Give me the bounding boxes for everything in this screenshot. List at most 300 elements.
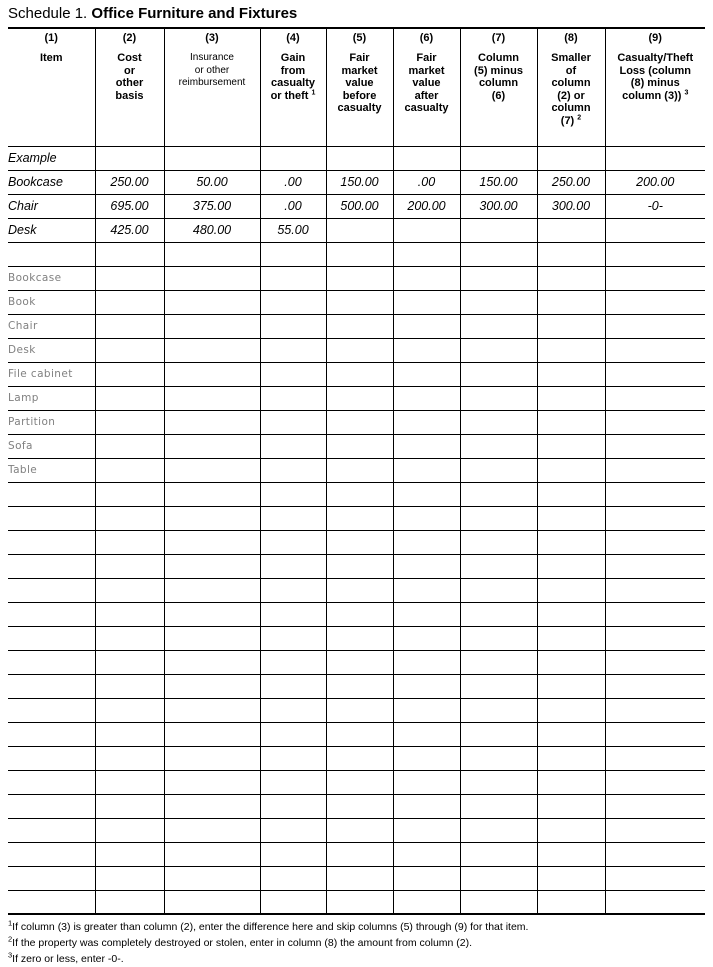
item-cell-4[interactable] <box>260 386 326 410</box>
footnote-2 <box>8 935 705 951</box>
blank-row <box>8 602 705 626</box>
blank-cell-6[interactable] <box>393 530 460 554</box>
column-title-8: Smaller of column (2) or column (7) $^2$ <box>551 52 591 127</box>
example-header-cell-6[interactable] <box>393 146 460 170</box>
blank-cell-7[interactable] <box>460 482 537 506</box>
blank-cell-2[interactable] <box>95 242 164 266</box>
blank-cell-6[interactable] <box>393 794 460 818</box>
blank-cell-2[interactable] <box>95 506 164 530</box>
blank-cell-1[interactable] <box>8 722 95 746</box>
blank-cell-3[interactable] <box>164 242 260 266</box>
footnote-3-marker: 3 <box>8 950 13 960</box>
blank-cell-2[interactable] <box>95 770 164 794</box>
blank-cell-1[interactable] <box>8 626 95 650</box>
item-cell-9[interactable] <box>605 362 705 386</box>
blank-cell-6[interactable] <box>393 746 460 770</box>
item-cell-5[interactable] <box>326 290 393 314</box>
example-item-name: Bookcase <box>8 170 95 194</box>
item-name-sofa: Sofa <box>8 434 95 458</box>
item-cell-8[interactable] <box>537 290 605 314</box>
blank-cell-2[interactable] <box>95 602 164 626</box>
item-cell-2[interactable] <box>95 458 164 482</box>
item-cell-4[interactable] <box>260 266 326 290</box>
blank-cell-5[interactable] <box>326 674 393 698</box>
blank-cell-9[interactable] <box>605 890 705 914</box>
blank-cell-9[interactable] <box>605 818 705 842</box>
blank-cell-5[interactable] <box>326 602 393 626</box>
blank-cell-4[interactable] <box>260 866 326 890</box>
example-header-cell-5[interactable] <box>326 146 393 170</box>
item-row <box>8 434 705 458</box>
blank-cell-3[interactable] <box>164 770 260 794</box>
item-cell-7[interactable] <box>460 386 537 410</box>
blank-cell-3[interactable] <box>164 866 260 890</box>
blank-cell-1[interactable] <box>8 866 95 890</box>
item-cell-3[interactable] <box>164 458 260 482</box>
blank-cell-4[interactable] <box>260 698 326 722</box>
blank-cell-4[interactable] <box>260 530 326 554</box>
item-cell-8[interactable] <box>537 314 605 338</box>
blank-cell-9[interactable] <box>605 722 705 746</box>
blank-row <box>8 818 705 842</box>
item-name-partition: Partition <box>8 410 95 434</box>
blank-cell-6[interactable] <box>393 626 460 650</box>
item-cell-5[interactable] <box>326 266 393 290</box>
example-row <box>8 170 705 194</box>
blank-cell-9[interactable] <box>605 506 705 530</box>
blank-cell-7[interactable] <box>460 794 537 818</box>
item-cell-7[interactable] <box>460 266 537 290</box>
blank-cell-7[interactable] <box>460 722 537 746</box>
blank-cell-8[interactable] <box>537 242 605 266</box>
blank-cell-1[interactable] <box>8 842 95 866</box>
item-cell-7[interactable] <box>460 338 537 362</box>
example-header-cell-8[interactable] <box>537 146 605 170</box>
blank-cell-2[interactable] <box>95 890 164 914</box>
blank-cell-5[interactable] <box>326 770 393 794</box>
page-title-name: Office Furniture and Fixtures <box>91 5 298 22</box>
item-cell-2[interactable] <box>95 410 164 434</box>
blank-cell-4[interactable] <box>260 890 326 914</box>
blank-cell-5[interactable] <box>326 578 393 602</box>
blank-cell-6[interactable] <box>393 482 460 506</box>
blank-cell-9[interactable] <box>605 746 705 770</box>
item-cell-7[interactable] <box>460 314 537 338</box>
blank-cell-5[interactable] <box>326 842 393 866</box>
blank-cell-9[interactable] <box>605 626 705 650</box>
blank-cell-6[interactable] <box>393 554 460 578</box>
blank-cell-7[interactable] <box>460 746 537 770</box>
blank-cell-8[interactable] <box>537 770 605 794</box>
blank-cell-9[interactable] <box>605 242 705 266</box>
example-row <box>8 194 705 218</box>
blank-cell-9[interactable] <box>605 530 705 554</box>
blank-cell-1[interactable] <box>8 578 95 602</box>
blank-cell-9[interactable] <box>605 794 705 818</box>
column-title-4: Gain from casualty or theft $^1$ <box>270 52 316 102</box>
item-cell-3[interactable] <box>164 434 260 458</box>
blank-cell-2[interactable] <box>95 674 164 698</box>
blank-cell-1[interactable] <box>8 242 95 266</box>
item-cell-8[interactable] <box>537 338 605 362</box>
column-header-8 <box>537 28 605 146</box>
blank-cell-8[interactable] <box>537 866 605 890</box>
item-cell-9[interactable] <box>605 410 705 434</box>
example-value-col-6: 200.00 <box>393 194 460 218</box>
blank-cell-9[interactable] <box>605 650 705 674</box>
blank-cell-2[interactable] <box>95 578 164 602</box>
example-value-col-6: .00 <box>393 170 460 194</box>
item-cell-2[interactable] <box>95 266 164 290</box>
item-cell-4[interactable] <box>260 290 326 314</box>
item-cell-9[interactable] <box>605 434 705 458</box>
item-cell-6[interactable] <box>393 314 460 338</box>
blank-cell-5[interactable] <box>326 818 393 842</box>
blank-cell-6[interactable] <box>393 602 460 626</box>
blank-cell-1[interactable] <box>8 674 95 698</box>
blank-cell-6[interactable] <box>393 770 460 794</box>
blank-cell-3[interactable] <box>164 746 260 770</box>
item-cell-7[interactable] <box>460 290 537 314</box>
item-cell-8[interactable] <box>537 266 605 290</box>
blank-cell-8[interactable] <box>537 698 605 722</box>
item-cell-6[interactable] <box>393 362 460 386</box>
blank-cell-5[interactable] <box>326 554 393 578</box>
blank-cell-7[interactable] <box>460 530 537 554</box>
item-cell-8[interactable] <box>537 362 605 386</box>
blank-cell-7[interactable] <box>460 650 537 674</box>
blank-cell-9[interactable] <box>605 578 705 602</box>
blank-cell-3[interactable] <box>164 698 260 722</box>
item-cell-5[interactable] <box>326 386 393 410</box>
blank-cell-5[interactable] <box>326 650 393 674</box>
blank-cell-5[interactable] <box>326 866 393 890</box>
blank-cell-8[interactable] <box>537 674 605 698</box>
blank-cell-1[interactable] <box>8 482 95 506</box>
blank-cell-7[interactable] <box>460 578 537 602</box>
item-cell-9[interactable] <box>605 338 705 362</box>
item-cell-4[interactable] <box>260 338 326 362</box>
blank-cell-8[interactable] <box>537 578 605 602</box>
blank-cell-8[interactable] <box>537 530 605 554</box>
item-cell-3[interactable] <box>164 362 260 386</box>
blank-cell-2[interactable] <box>95 698 164 722</box>
blank-cell-3[interactable] <box>164 554 260 578</box>
blank-cell-6[interactable] <box>393 866 460 890</box>
footnotes-block <box>8 915 705 967</box>
blank-cell-8[interactable] <box>537 554 605 578</box>
blank-cell-8[interactable] <box>537 746 605 770</box>
item-cell-6[interactable] <box>393 410 460 434</box>
blank-cell-4[interactable] <box>260 746 326 770</box>
blank-cell-9[interactable] <box>605 866 705 890</box>
schedule-table <box>8 27 705 915</box>
blank-cell-4[interactable] <box>260 242 326 266</box>
blank-cell-8[interactable] <box>537 626 605 650</box>
item-cell-3[interactable] <box>164 266 260 290</box>
blank-row <box>8 626 705 650</box>
blank-cell-1[interactable] <box>8 818 95 842</box>
blank-cell-3[interactable] <box>164 602 260 626</box>
example-header-cell-9[interactable] <box>605 146 705 170</box>
blank-cell-1[interactable] <box>8 554 95 578</box>
blank-cell-2[interactable] <box>95 794 164 818</box>
item-row <box>8 314 705 338</box>
blank-row <box>8 650 705 674</box>
blank-cell-4[interactable] <box>260 602 326 626</box>
item-cell-2[interactable] <box>95 362 164 386</box>
item-cell-7[interactable] <box>460 410 537 434</box>
item-cell-7[interactable] <box>460 362 537 386</box>
blank-cell-9[interactable] <box>605 554 705 578</box>
blank-cell-1[interactable] <box>8 650 95 674</box>
blank-cell-6[interactable] <box>393 506 460 530</box>
blank-cell-6[interactable] <box>393 242 460 266</box>
item-row <box>8 410 705 434</box>
blank-cell-4[interactable] <box>260 722 326 746</box>
blank-cell-8[interactable] <box>537 602 605 626</box>
blank-cell-9[interactable] <box>605 674 705 698</box>
column-header-6 <box>393 28 460 146</box>
blank-cell-2[interactable] <box>95 482 164 506</box>
example-value-col-9 <box>605 218 705 242</box>
blank-row <box>8 890 705 914</box>
blank-cell-6[interactable] <box>393 674 460 698</box>
blank-cell-3[interactable] <box>164 842 260 866</box>
blank-cell-7[interactable] <box>460 890 537 914</box>
example-header-cell-4[interactable] <box>260 146 326 170</box>
footnote-2-text: If the property was completely destroyed or stolen, enter in column (8) the amount from column (2). <box>12 937 473 949</box>
column-title-1: Item <box>39 52 63 64</box>
blank-cell-7[interactable] <box>460 626 537 650</box>
item-cell-9[interactable] <box>605 266 705 290</box>
blank-cell-7[interactable] <box>460 506 537 530</box>
blank-cell-3[interactable] <box>164 506 260 530</box>
blank-cell-4[interactable] <box>260 674 326 698</box>
blank-cell-4[interactable] <box>260 794 326 818</box>
blank-cell-4[interactable] <box>260 482 326 506</box>
item-cell-2[interactable] <box>95 434 164 458</box>
blank-cell-1[interactable] <box>8 746 95 770</box>
example-item-name: Chair <box>8 194 95 218</box>
item-cell-6[interactable] <box>393 458 460 482</box>
item-row <box>8 362 705 386</box>
item-cell-4[interactable] <box>260 434 326 458</box>
item-cell-7[interactable] <box>460 434 537 458</box>
blank-cell-7[interactable] <box>460 770 537 794</box>
blank-cell-9[interactable] <box>605 482 705 506</box>
blank-cell-9[interactable] <box>605 698 705 722</box>
item-cell-5[interactable] <box>326 338 393 362</box>
blank-cell-4[interactable] <box>260 578 326 602</box>
blank-cell-3[interactable] <box>164 482 260 506</box>
blank-cell-5[interactable] <box>326 242 393 266</box>
blank-cell-7[interactable] <box>460 842 537 866</box>
footnote-ref-3: 3 <box>684 88 689 96</box>
blank-cell-8[interactable] <box>537 650 605 674</box>
blank-cell-8[interactable] <box>537 722 605 746</box>
blank-cell-1[interactable] <box>8 794 95 818</box>
blank-cell-4[interactable] <box>260 554 326 578</box>
item-cell-8[interactable] <box>537 458 605 482</box>
blank-cell-2[interactable] <box>95 842 164 866</box>
blank-cell-8[interactable] <box>537 506 605 530</box>
item-cell-4[interactable] <box>260 410 326 434</box>
footnote-1-marker: 1 <box>8 918 13 928</box>
example-header-cell-7[interactable] <box>460 146 537 170</box>
blank-cell-3[interactable] <box>164 650 260 674</box>
blank-cell-7[interactable] <box>460 242 537 266</box>
item-cell-9[interactable] <box>605 290 705 314</box>
example-header-cell-2[interactable] <box>95 146 164 170</box>
blank-cell-2[interactable] <box>95 554 164 578</box>
item-cell-4[interactable] <box>260 362 326 386</box>
item-cell-8[interactable] <box>537 386 605 410</box>
example-value-col-9: -0- <box>605 194 705 218</box>
column-number-8: (8) <box>564 32 578 44</box>
item-cell-3[interactable] <box>164 290 260 314</box>
item-cell-6[interactable] <box>393 386 460 410</box>
item-cell-2[interactable] <box>95 290 164 314</box>
column-title-5: Fair market value before casualty <box>337 52 382 114</box>
blank-cell-5[interactable] <box>326 626 393 650</box>
item-cell-5[interactable] <box>326 434 393 458</box>
column-header-1 <box>8 28 95 146</box>
blank-cell-5[interactable] <box>326 746 393 770</box>
blank-cell-4[interactable] <box>260 770 326 794</box>
column-title-9: Casualty/Theft Loss (column (8) minus column (3)) $^3$ <box>617 52 694 102</box>
blank-cell-6[interactable] <box>393 722 460 746</box>
blank-cell-6[interactable] <box>393 842 460 866</box>
blank-cell-3[interactable] <box>164 578 260 602</box>
item-cell-2[interactable] <box>95 314 164 338</box>
blank-cell-3[interactable] <box>164 530 260 554</box>
blank-cell-1[interactable] <box>8 530 95 554</box>
blank-cell-9[interactable] <box>605 602 705 626</box>
blank-cell-7[interactable] <box>460 866 537 890</box>
item-cell-4[interactable] <box>260 314 326 338</box>
item-name-book: Book <box>8 290 95 314</box>
item-cell-5[interactable] <box>326 314 393 338</box>
blank-cell-5[interactable] <box>326 890 393 914</box>
blank-cell-6[interactable] <box>393 818 460 842</box>
blank-cell-5[interactable] <box>326 530 393 554</box>
blank-cell-4[interactable] <box>260 506 326 530</box>
item-cell-6[interactable] <box>393 434 460 458</box>
item-cell-2[interactable] <box>95 386 164 410</box>
example-header-cell-3[interactable] <box>164 146 260 170</box>
item-cell-8[interactable] <box>537 410 605 434</box>
item-row <box>8 386 705 410</box>
blank-cell-4[interactable] <box>260 650 326 674</box>
item-cell-8[interactable] <box>537 434 605 458</box>
item-cell-3[interactable] <box>164 338 260 362</box>
blank-cell-7[interactable] <box>460 818 537 842</box>
column-header-3 <box>164 28 260 146</box>
blank-cell-8[interactable] <box>537 818 605 842</box>
column-header-4 <box>260 28 326 146</box>
blank-cell-1[interactable] <box>8 770 95 794</box>
blank-cell-5[interactable] <box>326 722 393 746</box>
blank-cell-4[interactable] <box>260 842 326 866</box>
item-cell-9[interactable] <box>605 314 705 338</box>
footnote-ref-2: 2 <box>577 113 582 121</box>
blank-cell-1[interactable] <box>8 602 95 626</box>
blank-cell-6[interactable] <box>393 890 460 914</box>
blank-cell-7[interactable] <box>460 554 537 578</box>
item-cell-9[interactable] <box>605 458 705 482</box>
column-number-4: (4) <box>286 32 300 44</box>
table-body <box>8 146 705 914</box>
blank-cell-6[interactable] <box>393 650 460 674</box>
item-name-lamp: Lamp <box>8 386 95 410</box>
item-cell-2[interactable] <box>95 338 164 362</box>
item-cell-7[interactable] <box>460 458 537 482</box>
blank-cell-1[interactable] <box>8 506 95 530</box>
blank-cell-9[interactable] <box>605 770 705 794</box>
blank-cell-3[interactable] <box>164 722 260 746</box>
blank-cell-5[interactable] <box>326 698 393 722</box>
blank-cell-8[interactable] <box>537 482 605 506</box>
blank-cell-3[interactable] <box>164 818 260 842</box>
blank-cell-5[interactable] <box>326 506 393 530</box>
blank-cell-4[interactable] <box>260 818 326 842</box>
blank-cell-6[interactable] <box>393 578 460 602</box>
blank-cell-2[interactable] <box>95 746 164 770</box>
example-value-col-8: 300.00 <box>537 194 605 218</box>
blank-cell-2[interactable] <box>95 626 164 650</box>
item-cell-6[interactable] <box>393 266 460 290</box>
item-cell-6[interactable] <box>393 338 460 362</box>
blank-cell-2[interactable] <box>95 866 164 890</box>
blank-cell-8[interactable] <box>537 794 605 818</box>
blank-row <box>8 842 705 866</box>
item-cell-5[interactable] <box>326 458 393 482</box>
blank-cell-9[interactable] <box>605 842 705 866</box>
blank-cell-6[interactable] <box>393 698 460 722</box>
blank-cell-5[interactable] <box>326 794 393 818</box>
blank-cell-7[interactable] <box>460 698 537 722</box>
blank-cell-2[interactable] <box>95 650 164 674</box>
item-cell-3[interactable] <box>164 314 260 338</box>
blank-row <box>8 698 705 722</box>
blank-cell-3[interactable] <box>164 674 260 698</box>
blank-cell-5[interactable] <box>326 482 393 506</box>
item-cell-9[interactable] <box>605 386 705 410</box>
item-cell-3[interactable] <box>164 386 260 410</box>
blank-cell-2[interactable] <box>95 818 164 842</box>
item-cell-6[interactable] <box>393 290 460 314</box>
blank-cell-2[interactable] <box>95 722 164 746</box>
blank-cell-7[interactable] <box>460 602 537 626</box>
blank-cell-1[interactable] <box>8 890 95 914</box>
item-name-chair: Chair <box>8 314 95 338</box>
item-cell-5[interactable] <box>326 410 393 434</box>
column-number-2: (2) <box>122 32 137 44</box>
blank-cell-8[interactable] <box>537 890 605 914</box>
blank-cell-2[interactable] <box>95 530 164 554</box>
blank-cell-3[interactable] <box>164 626 260 650</box>
item-cell-3[interactable] <box>164 410 260 434</box>
item-cell-4[interactable] <box>260 458 326 482</box>
blank-cell-1[interactable] <box>8 698 95 722</box>
blank-cell-7[interactable] <box>460 674 537 698</box>
blank-cell-8[interactable] <box>537 842 605 866</box>
blank-cell-4[interactable] <box>260 626 326 650</box>
item-cell-5[interactable] <box>326 362 393 386</box>
blank-cell-3[interactable] <box>164 794 260 818</box>
blank-cell-3[interactable] <box>164 890 260 914</box>
